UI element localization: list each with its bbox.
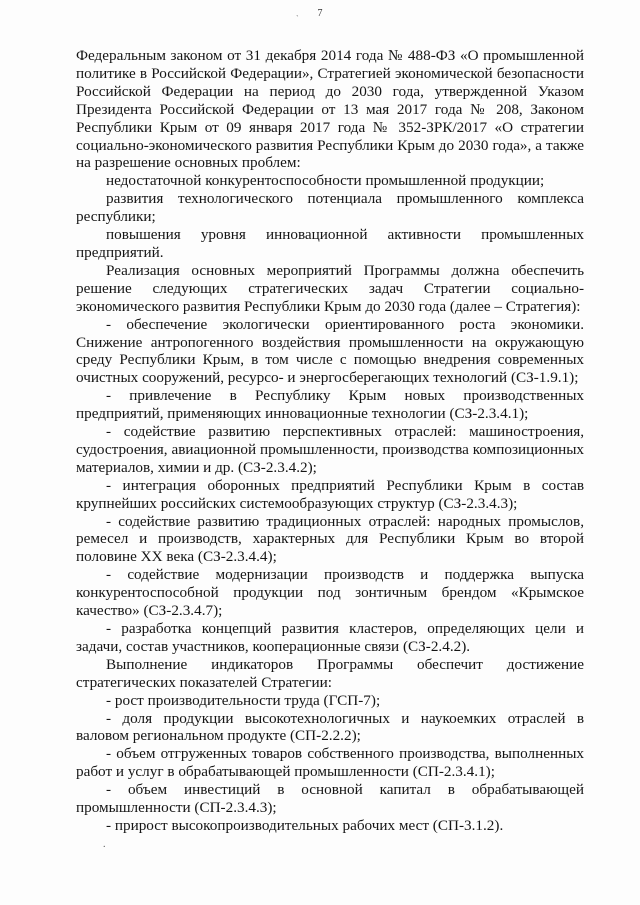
list-item-task: - привлечение в Республику Крым новых производственных предприятий, применяющих инновационные технологии (СЗ-2.3.4.1); [76,387,584,423]
list-item-indicator: - объем инвестиций в основной капитал в обрабатывающей промышленности (СП-2.3.4.3); [76,781,584,817]
list-item-task: - содействие развитию перспективных отраслей: машиностроения, судостроения, авиационной промышленности, производства композиционных материалов, химии и др. (СЗ-2.3.4.2); [76,423,584,476]
list-item-indicator: - доля продукции высокотехнологичных и наукоемких отраслей в валовом региональном продукте (СП-2.2.2); [76,709,584,745]
paragraph-problem: развития технологического потенциала промышленного комплекса республики; [76,190,584,226]
list-item-task: - содействие модернизации производств и поддержка выпуска конкурентоспособной продукции под зонтичным брендом «Крымское качество» (СЗ-2.3.4.7); [76,566,584,620]
paragraph-intro: Федеральным законом от 31 декабря 2014 года № 488-ФЗ «О промышленной политике в Российской Федерации», Стратегией экономической безопасности Российской Федерации на период до 2030 года, утвержденной Указом Президента Российской Федерации от 13 мая 2017 года № 208, Законом Республики Крым от 09 января 2017 года № 352-ЗРК/2017 «О стратегии социально-экономического развития Республики Крым до 2030 года», а также на разрешение основных проблем: [76,47,584,172]
list-item-task: - интеграция оборонных предприятий Республики Крым в состав крупнейших российских системообразующих структур (СЗ-2.3.4.3); [76,476,584,512]
document-body [76,47,584,835]
paragraph-problem: повышения уровня инновационной активности промышленных предприятий. [76,226,584,261]
scan-mark-bottom: . [103,839,106,850]
list-item-indicator: - объем отгруженных товаров собственного производства, выполненных работ и услуг в обрабатывающей промышленности (СП-2.3.4.1); [76,745,584,781]
paragraph-problem: недостаточной конкурентоспособности промышленной продукции; [106,172,545,190]
scan-mark-top: ` [296,14,299,23]
list-item-task: - обеспечение экологически ориентированного роста экономики. Снижение антропогенного воздействия промышленности на окружающую среду Республики Крым, в том числе с помощью внедрения современных очистных сооружений, ресурсо- и энергосберегающих технологий (СЗ-1.9.1); [76,315,584,387]
paragraph-indicators-intro: Выполнение индикаторов Программы обеспечит достижение стратегических показателей Стратегии: [76,655,584,691]
list-item-indicator: - рост производительности труда (ГСП-7); [106,691,381,709]
paragraph-tasks-intro: Реализация основных мероприятий Программы должна обеспечить решение следующих стратегических задач Стратегии социально-экономического развития Республики Крым до 2030 года (далее – Стратегия): [76,261,584,315]
list-item-task: - содействие развитию традиционных отраслей: народных промыслов, ремесел и производств, характерных для Республики Крым во второй половине XX века (СЗ-2.3.4.4); [76,512,584,566]
page-number: 7 [317,8,323,19]
list-item-indicator: - прирост высокопроизводительных рабочих мест (СП-3.1.2). [106,816,504,834]
list-item-task: - разработка концепций развития кластеров, определяющих цели и задачи, состав участников, кооперационные связи (СЗ-2.4.2). [76,620,584,655]
